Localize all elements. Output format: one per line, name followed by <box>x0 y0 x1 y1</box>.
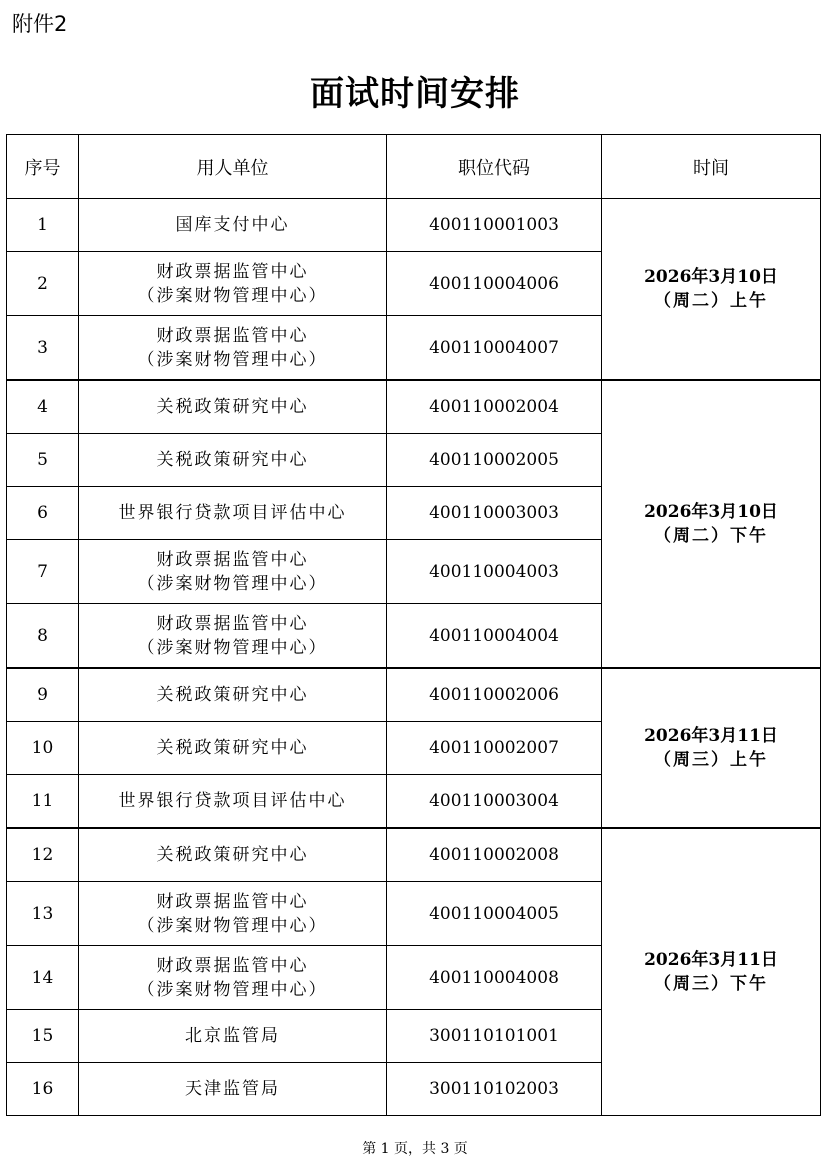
unit-cell <box>79 434 387 487</box>
seq-cell: 10 <box>7 722 79 775</box>
unit-line: 国库支付中心 <box>175 215 290 235</box>
time-cell <box>602 828 821 1116</box>
header-seq: 序号 <box>7 135 79 199</box>
header-unit: 用人单位 <box>79 135 387 199</box>
unit-line: 世界银行贷款项目评估中心 <box>118 503 347 523</box>
page-footer: 第 1 页，共 3 页 <box>362 1141 468 1157</box>
code-cell: 400110002005 <box>387 434 602 487</box>
unit-line: （涉案财物管理中心） <box>137 349 328 370</box>
unit-cell <box>79 252 387 316</box>
unit-cell <box>79 775 387 829</box>
unit-line: 关税政策研究中心 <box>156 397 309 417</box>
unit-line: 关税政策研究中心 <box>156 738 309 758</box>
unit-line: （涉案财物管理中心） <box>137 979 328 1000</box>
seq-cell: 6 <box>7 487 79 540</box>
seq-cell: 8 <box>7 604 79 669</box>
table-row <box>7 668 821 722</box>
seq-cell: 15 <box>7 1010 79 1063</box>
header-time: 时间 <box>602 135 821 199</box>
unit-cell <box>79 199 387 252</box>
code-cell: 400110003004 <box>387 775 602 829</box>
unit-line: 财政票据监管中心 <box>156 955 309 976</box>
unit-cell <box>79 882 387 946</box>
interview-schedule-table <box>6 134 821 1116</box>
table-body <box>7 199 821 1116</box>
time-date: 2026年3月10日 <box>644 267 778 287</box>
unit-line: 北京监管局 <box>185 1026 280 1046</box>
code-cell: 400110004003 <box>387 540 602 604</box>
table-row <box>7 828 821 882</box>
code-cell: 400110002008 <box>387 828 602 882</box>
unit-cell <box>79 380 387 434</box>
seq-cell: 9 <box>7 668 79 722</box>
unit-line: （涉案财物管理中心） <box>137 915 328 936</box>
time-period: （周三）上午 <box>654 750 768 770</box>
table-header-row <box>7 135 821 199</box>
code-cell: 300110101001 <box>387 1010 602 1063</box>
unit-cell <box>79 487 387 540</box>
seq-cell: 7 <box>7 540 79 604</box>
seq-cell: 14 <box>7 946 79 1010</box>
seq-cell: 4 <box>7 380 79 434</box>
unit-cell <box>79 316 387 381</box>
code-cell: 400110003003 <box>387 487 602 540</box>
unit-line: 财政票据监管中心 <box>156 325 309 346</box>
seq-cell: 13 <box>7 882 79 946</box>
unit-line: 天津监管局 <box>185 1079 280 1099</box>
code-cell: 400110004004 <box>387 604 602 669</box>
time-cell <box>602 380 821 668</box>
unit-line: 财政票据监管中心 <box>156 261 309 282</box>
seq-cell: 11 <box>7 775 79 829</box>
unit-line: 财政票据监管中心 <box>156 891 309 912</box>
unit-cell <box>79 1010 387 1063</box>
code-cell: 400110004005 <box>387 882 602 946</box>
time-cell <box>602 668 821 828</box>
code-cell: 400110004008 <box>387 946 602 1010</box>
seq-cell: 2 <box>7 252 79 316</box>
unit-line: 关税政策研究中心 <box>156 450 309 470</box>
time-period: （周二）下午 <box>654 526 768 546</box>
time-date: 2026年3月10日 <box>644 502 778 522</box>
unit-cell <box>79 540 387 604</box>
unit-cell <box>79 1063 387 1116</box>
time-period: （周二）上午 <box>654 291 768 311</box>
unit-line: 关税政策研究中心 <box>156 845 309 865</box>
unit-line: （涉案财物管理中心） <box>137 285 328 306</box>
code-cell: 400110001003 <box>387 199 602 252</box>
unit-line: 关税政策研究中心 <box>156 685 309 705</box>
time-cell <box>602 199 821 381</box>
attachment-label: 附件2 <box>12 12 68 36</box>
table-row <box>7 199 821 252</box>
unit-line: 财政票据监管中心 <box>156 549 309 570</box>
code-cell: 400110002007 <box>387 722 602 775</box>
table-row <box>7 380 821 434</box>
seq-cell: 16 <box>7 1063 79 1116</box>
unit-line: 财政票据监管中心 <box>156 613 309 634</box>
seq-cell: 12 <box>7 828 79 882</box>
seq-cell: 3 <box>7 316 79 381</box>
seq-cell: 5 <box>7 434 79 487</box>
code-cell: 400110004006 <box>387 252 602 316</box>
code-cell: 400110002004 <box>387 380 602 434</box>
unit-cell <box>79 604 387 669</box>
time-date: 2026年3月11日 <box>644 726 778 746</box>
unit-line: 世界银行贷款项目评估中心 <box>118 791 347 811</box>
time-period: （周三）下午 <box>654 974 768 994</box>
code-cell: 400110004007 <box>387 316 602 381</box>
unit-line: （涉案财物管理中心） <box>137 573 328 594</box>
seq-cell: 1 <box>7 199 79 252</box>
unit-cell <box>79 828 387 882</box>
unit-line: （涉案财物管理中心） <box>137 637 328 658</box>
time-date: 2026年3月11日 <box>644 950 778 970</box>
code-cell: 300110102003 <box>387 1063 602 1116</box>
unit-cell <box>79 722 387 775</box>
unit-cell <box>79 946 387 1010</box>
header-code: 职位代码 <box>387 135 602 199</box>
code-cell: 400110002006 <box>387 668 602 722</box>
document-title: 面试时间安排 <box>310 74 520 114</box>
unit-cell <box>79 668 387 722</box>
